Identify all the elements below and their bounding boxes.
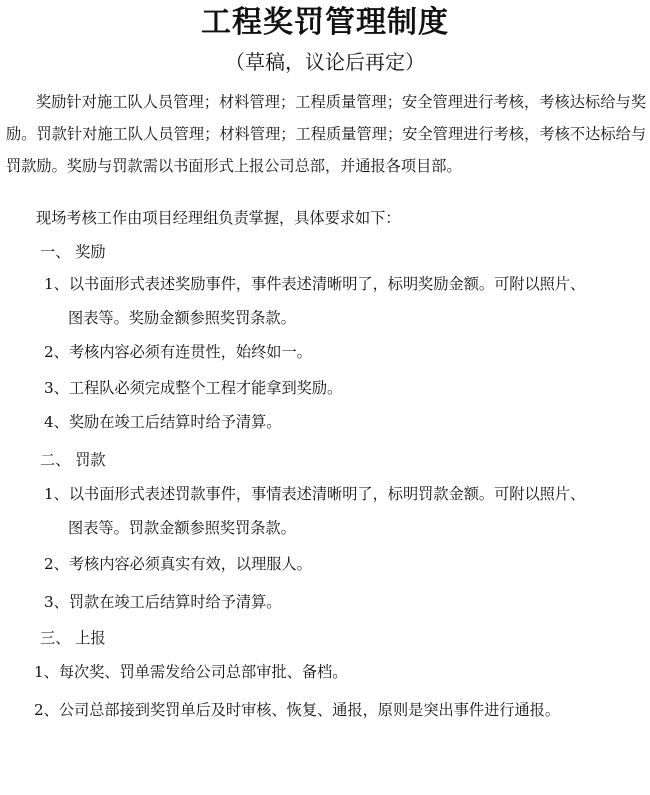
document-subtitle: （草稿，议论后再定） xyxy=(225,50,425,74)
section-report-heading: 三、 上报 xyxy=(40,629,106,647)
intro-paragraph: 奖励针对施工队人员管理；材料管理；工程质量管理；安全管理进行考核，考核达标给与奖励。罚款针对施工队人员管理；材料管理；工程质量管理；安全管理进行考核，考核不达标给与罚款励。奖励与罚款需以书面形式上报公司总部，并通报各项目部。 xyxy=(6,93,646,175)
penalty-item-2: 2、考核内容必须真实有效，以理服人。 xyxy=(44,555,312,573)
penalty-item-1-continued: 图表等。罚款金额参照奖罚条款。 xyxy=(68,519,296,537)
overview-line: 现场考核工作由项目经理组负责掌握，具体要求如下： xyxy=(36,209,401,227)
reward-item-4: 4、奖励在竣工后结算时给予清算。 xyxy=(44,413,282,431)
section-penalty-heading: 二、 罚款 xyxy=(40,451,106,469)
document-title: 工程奖罚管理制度 xyxy=(201,5,449,40)
reward-item-1: 1、以书面形式表述奖励事件，事件表述清晰明了，标明奖励金额。可附以照片、 xyxy=(44,275,586,293)
reward-item-2: 2、考核内容必须有连贯性，始终如一。 xyxy=(44,343,312,361)
reward-item-3: 3、工程队必须完成整个工程才能拿到奖励。 xyxy=(44,379,343,397)
report-item-2: 2、公司总部接到奖罚单后及时审核、恢复、通报，原则是突出事件进行通报。 xyxy=(34,701,561,719)
report-item-1: 1、每次奖、罚单需发给公司总部审批、备档。 xyxy=(34,663,348,681)
penalty-item-3: 3、罚款在竣工后结算时给予清算。 xyxy=(44,593,282,611)
section-reward-heading: 一、 奖励 xyxy=(40,243,106,261)
penalty-item-1: 1、以书面形式表述罚款事件，事情表述清晰明了，标明罚款金额。可附以照片、 xyxy=(44,485,586,503)
reward-item-1-continued: 图表等。奖励金额参照奖罚条款。 xyxy=(68,309,296,327)
